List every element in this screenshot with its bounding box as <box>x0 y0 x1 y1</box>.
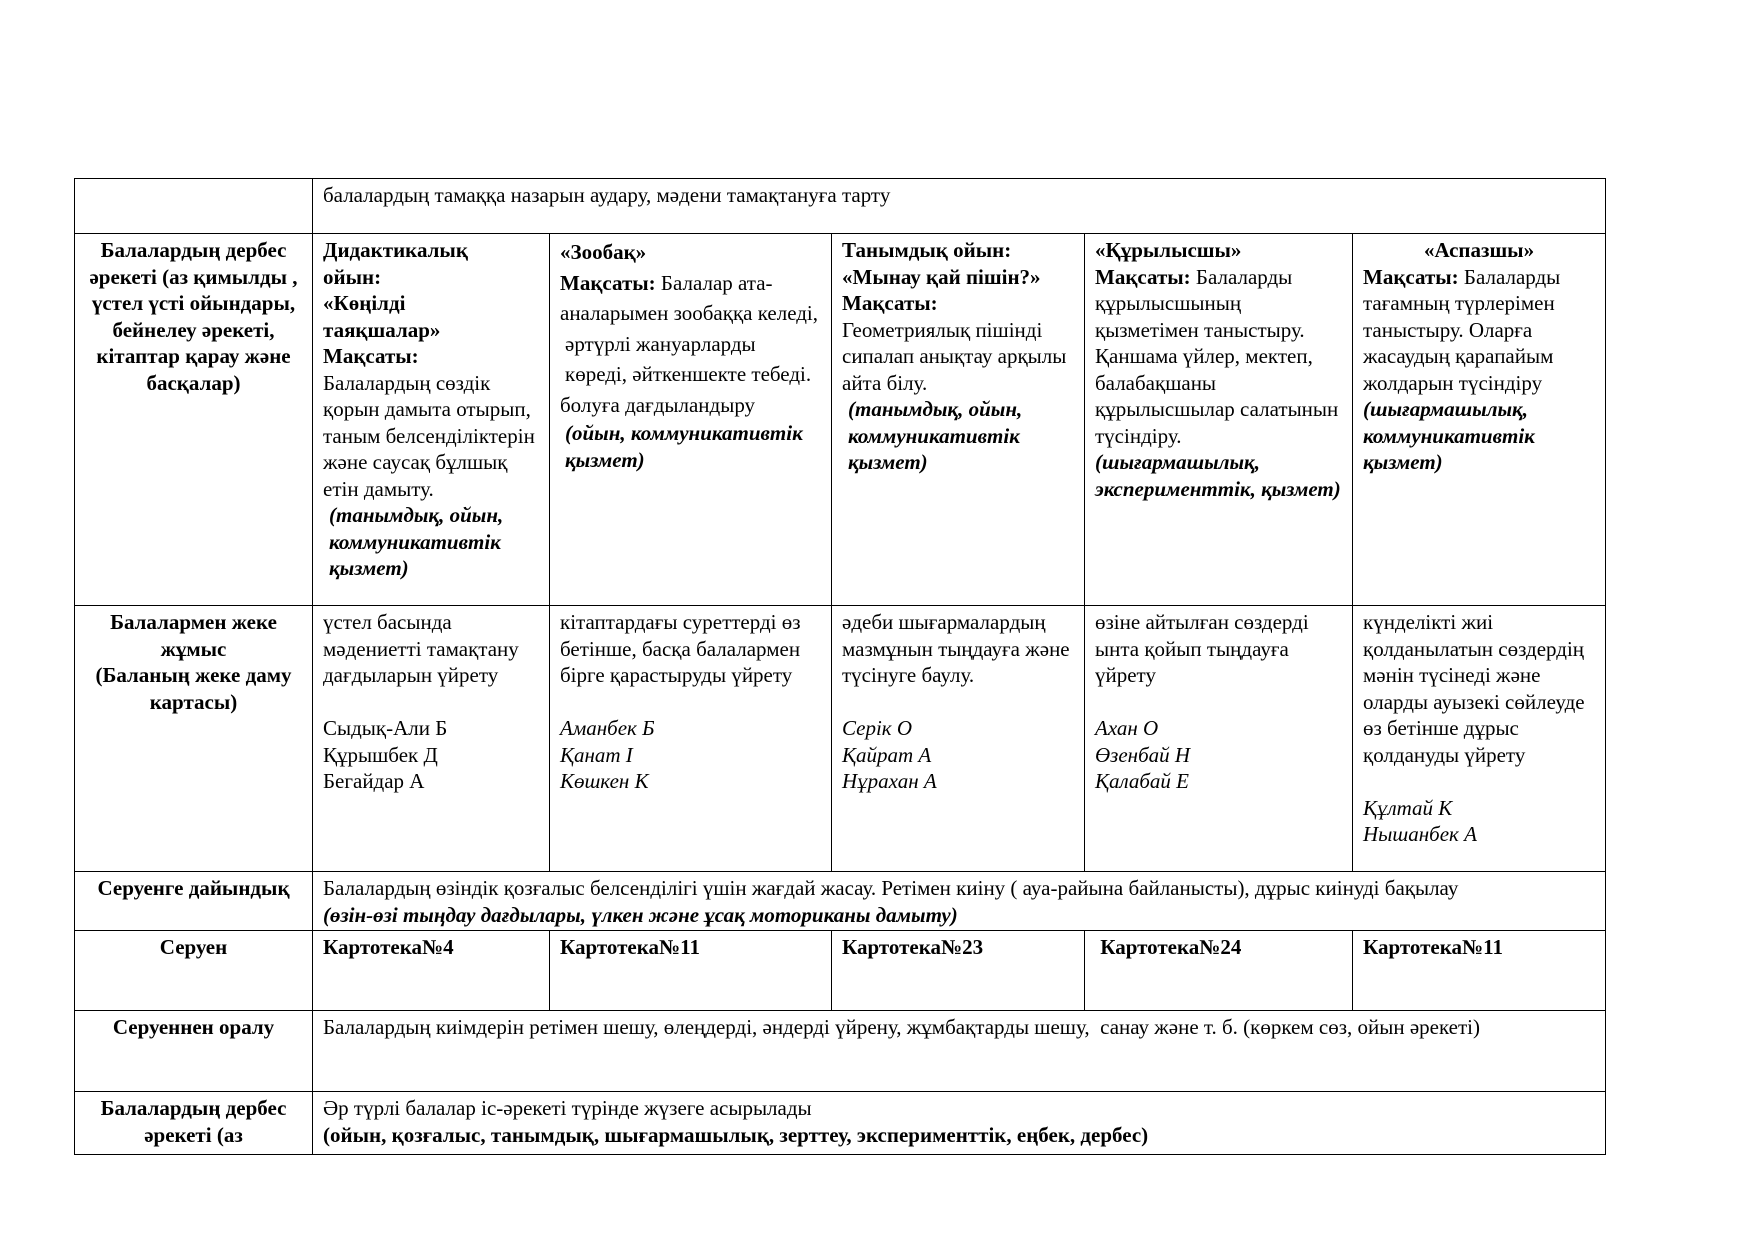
walk-prep-text: Балалардың өзіндік қозғалыс белсенділігі үшін жағдай жасау. Ретімен киіну ( ауа-райына байланысты), дұрыс киінуді бақылау <box>323 876 1459 900</box>
activity-cell-5 <box>1353 234 1606 606</box>
child-name: Сыдық-Али Б <box>323 716 448 740</box>
child-name: Құрышбек Д <box>323 742 438 767</box>
walk-card-4: Картотека№24 <box>1085 931 1353 1011</box>
activity-3-title-l1: Танымдық ойын: <box>842 238 1012 262</box>
row-walk <box>75 931 1606 1011</box>
activity-2-goal-label: Мақсаты: <box>560 270 656 295</box>
activity-4-title: «Құрылысшы» <box>1095 238 1242 262</box>
row-independent-2-content <box>313 1092 1606 1155</box>
child-name: Серік О <box>842 716 913 740</box>
child-name: Құлтай К <box>1363 795 1453 820</box>
child-name: Көшкен К <box>560 769 649 793</box>
independent-2-text: Әр түрлі балалар іс-әрекеті түрінде жүзеге асырылады <box>323 1096 812 1120</box>
activity-cell-1 <box>313 234 550 606</box>
row-individual-label-l2: (Баланың жеке даму картасы) <box>95 663 292 714</box>
activity-4-goal-text: Балаларды құрылысшының қызметімен таныстыру. Қаншама үйлер, мектеп, балабақшаны құрылысшылар салатынын түсіндіру. <box>1095 264 1339 448</box>
child-name: Нышанбек А <box>1363 822 1477 846</box>
row-independent-2 <box>75 1092 1606 1155</box>
activity-4-goal-label: Мақсаты: <box>1095 264 1191 289</box>
independent-2-activity: (ойын, қозғалыс, танымдық, шығармашылық, зерттеу, эксперименттік, еңбек, дербес) <box>323 1122 1149 1147</box>
activity-1-title-l2: ойын: <box>323 264 382 289</box>
child-name: Нұрахан А <box>842 769 937 793</box>
child-name: Қайрат А <box>842 742 932 767</box>
activity-2-goal-text-3: болуға дағдыландыру <box>560 392 756 417</box>
activity-1-title-l1: Дидактикалық <box>323 238 468 262</box>
activity-2-goal-text-2: әртүрлі жануарларды көреді, әйткеншекте тебеді. <box>565 331 812 386</box>
activity-1-goal-text: Балалардың сөздік қорын дамыта отырып, таным белсенділіктерін және саусақ бұлшық етін дамыту. <box>323 370 535 501</box>
activity-1-goal-label: Мақсаты: <box>323 344 419 368</box>
row-individual-work <box>75 606 1606 872</box>
walk-card-3: Картотека№23 <box>832 931 1085 1011</box>
walk-card-2: Картотека№11 <box>550 931 832 1011</box>
row-walk-prep-content <box>313 872 1606 931</box>
activity-1-types: (танымдық, ойын, коммуникативтік қызмет) <box>329 503 504 580</box>
activity-1-title-l4: таяқшалар» <box>323 317 441 342</box>
activity-5-title: «Аспазшы» <box>1423 238 1535 262</box>
row-independent-activity <box>75 234 1606 606</box>
row-meal-label <box>75 179 313 234</box>
row-individual-label-l1: Балалармен жеке жұмыс <box>110 610 277 661</box>
individual-cell-1 <box>313 606 550 872</box>
activity-1-title-l3: «Көңілді <box>323 291 406 315</box>
child-name: Қалабай Е <box>1095 769 1189 793</box>
individual-1-text: үстел басында мәдениетті тамақтану дағдыларын үйрету <box>323 610 519 687</box>
activity-3-title-l2: «Мынау қай пішін?» <box>842 264 1041 289</box>
row-return-text: Балалардың киімдерін ретімен шешу, өлеңдерді, әндерді үйрену, жұмбақтарды шешу, санау және т. б. (көркем сөз, ойын әрекеті) <box>313 1011 1606 1092</box>
child-name: Өзенбай Н <box>1095 742 1191 767</box>
individual-3-text: әдеби шығармалардың мазмұнын тыңдауға және түсінуге баулу. <box>842 610 1070 687</box>
activity-3-types: (танымдық, ойын, коммуникативтік қызмет) <box>848 397 1023 474</box>
row-individual-label <box>75 606 313 872</box>
child-name: Бегайдар А <box>323 769 425 793</box>
child-name: Қанат І <box>560 742 633 767</box>
row-independent-label: Балалардың дербес әрекеті (аз қимылды , үстел үсті ойындары, бейнелеу әрекеті, кітаптар қарау және басқалар) <box>75 234 313 606</box>
activity-2-title: «Зообақ» <box>560 240 647 264</box>
individual-cell-2 <box>550 606 832 872</box>
row-meal <box>75 179 1606 234</box>
row-walk-prep-label: Серуенге дайындық <box>75 872 313 931</box>
row-return <box>75 1011 1606 1092</box>
individual-cell-3 <box>832 606 1085 872</box>
individual-4-text: өзіне айтылған сөздерді ынта қойып тыңдауға үйрету <box>1095 610 1309 687</box>
individual-cell-4 <box>1085 606 1353 872</box>
activity-5-types: (шығармашылық, коммуникативтік қызмет) <box>1363 397 1535 474</box>
row-independent-2-label: Балалардың дербес әрекеті (аз <box>75 1092 313 1155</box>
individual-2-text: кітаптардағы суреттерді өз бетінше, басқа балалармен бірге қарастыруды үйрету <box>560 610 801 687</box>
individual-cell-5 <box>1353 606 1606 872</box>
activity-2-types: (ойын, коммуникативтік қызмет) <box>565 421 803 472</box>
activity-5-goal-label: Мақсаты: <box>1363 264 1459 289</box>
activity-3-goal-label: Мақсаты: <box>842 291 938 315</box>
walk-card-1: Картотека№4 <box>313 931 550 1011</box>
row-walk-prep <box>75 872 1606 931</box>
walk-prep-skills: (өзін-өзі тыңдау дағдылары, үлкен және ұсақ моториканы дамыту) <box>323 902 958 927</box>
activity-cell-4 <box>1085 234 1353 606</box>
activity-3-goal-text: Геометриялық пішінді сипалап анықтау арқылы айта білу. <box>842 317 1067 395</box>
row-walk-label: Серуен <box>75 931 313 1011</box>
activity-4-types: (шығармашылық, эксперименттік, қызмет) <box>1095 450 1341 501</box>
walk-card-5: Картотека№11 <box>1353 931 1606 1011</box>
daily-plan-table <box>74 178 1606 1155</box>
child-name: Ахан О <box>1095 716 1159 740</box>
row-return-label: Серуеннен оралу <box>75 1011 313 1092</box>
activity-cell-3 <box>832 234 1085 606</box>
activity-5-goal-text: Балаларды тағамның түрлерімен таныстыру. Оларға жасаудың қарапайым жолдарын түсіндіру <box>1363 264 1561 395</box>
individual-5-text: күнделікті жиі қолданылатын сөздердің мәнін түсінеді және оларды ауызекі сөйлеуде өз бетінше дұрыс қолдануды үйрету <box>1363 610 1585 767</box>
row-meal-text: балалардың тамаққа назарын аудару, мәдени тамақтануға тарту <box>313 179 1606 234</box>
child-name: Аманбек Б <box>560 716 655 740</box>
activity-2-goal-text: Балалар ата-аналарымен зообаққа келеді, <box>560 270 819 325</box>
activity-cell-2 <box>550 234 832 606</box>
